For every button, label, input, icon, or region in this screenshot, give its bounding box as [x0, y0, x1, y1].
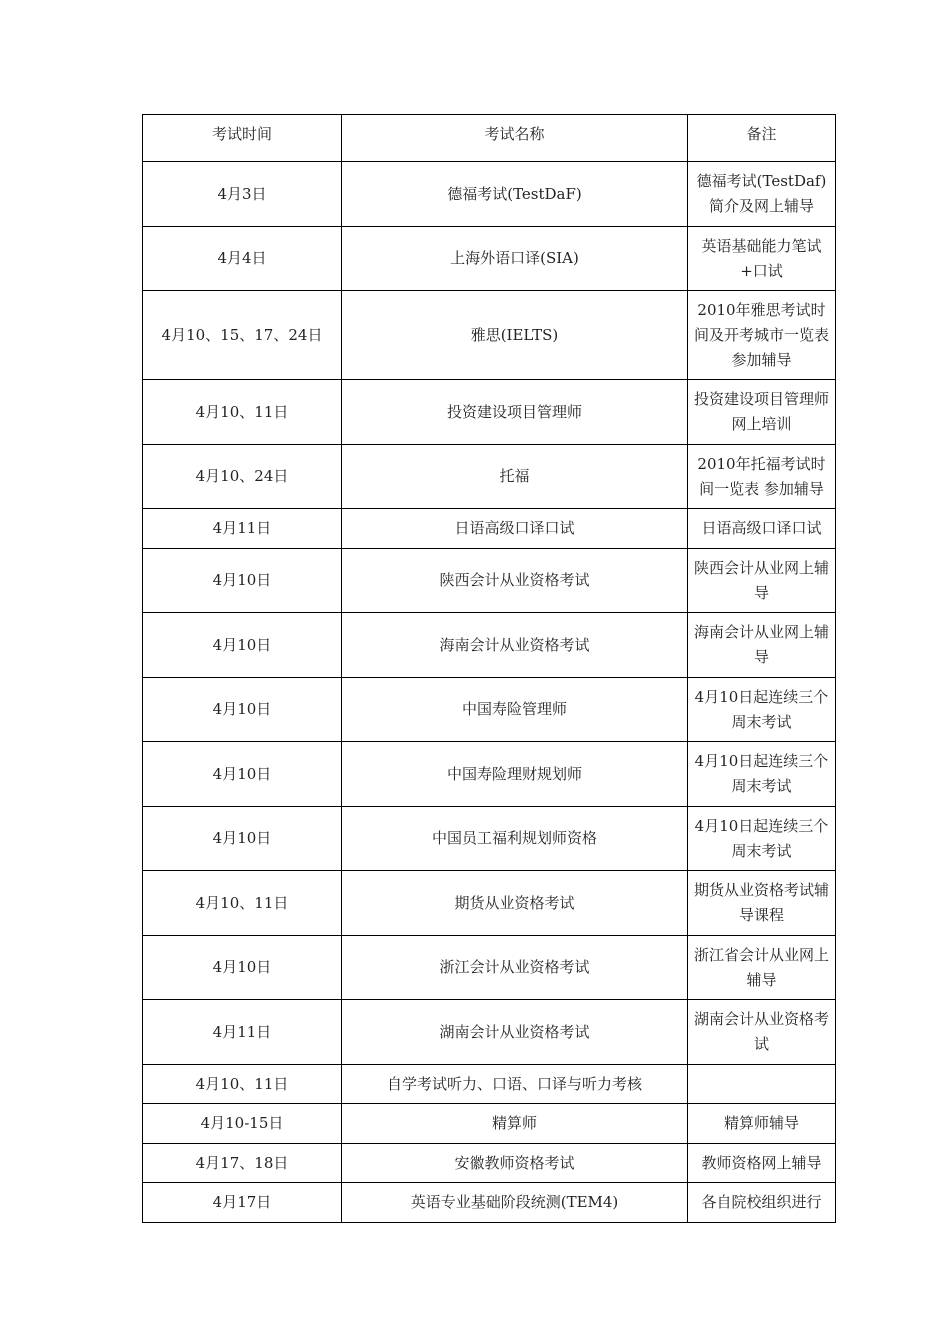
header-exam-name: 考试名称 — [342, 115, 688, 162]
table-row — [143, 1104, 836, 1144]
exam-time-cell: 4月10日 — [143, 613, 342, 678]
exam-schedule-table — [142, 114, 836, 1223]
remarks-cell: 投资建设项目管理师网上培训 — [688, 380, 836, 445]
remarks-cell: 4月10日起连续三个周末考试 — [688, 807, 836, 871]
exam-time-cell: 4月3日 — [143, 162, 342, 227]
remarks-cell: 2010年托福考试时间一览表 参加辅导 — [688, 445, 836, 509]
exam-time-cell: 4月11日 — [143, 509, 342, 549]
table-row — [143, 1065, 836, 1104]
exam-time-cell: 4月10、11日 — [143, 1065, 342, 1104]
remarks-cell — [688, 1065, 836, 1104]
exam-time-cell: 4月10日 — [143, 549, 342, 613]
remarks-cell: 期货从业资格考试辅导课程 — [688, 871, 836, 936]
table-row — [143, 509, 836, 549]
table-row — [143, 227, 836, 291]
table-row — [143, 1144, 836, 1183]
table-header-row — [143, 115, 836, 162]
remarks-cell: 2010年雅思考试时间及开考城市一览表 参加辅导 — [688, 291, 836, 380]
exam-name-cell: 精算师 — [342, 1104, 688, 1144]
exam-name-cell: 海南会计从业资格考试 — [342, 613, 688, 678]
exam-time-cell: 4月4日 — [143, 227, 342, 291]
exam-time-cell: 4月10、24日 — [143, 445, 342, 509]
table-row — [143, 162, 836, 227]
remarks-cell: 4月10日起连续三个周末考试 — [688, 678, 836, 742]
remarks-cell: 日语高级口译口试 — [688, 509, 836, 549]
exam-name-cell: 中国员工福利规划师资格 — [342, 807, 688, 871]
exam-name-cell: 投资建设项目管理师 — [342, 380, 688, 445]
exam-name-cell: 英语专业基础阶段统测(TEM4) — [342, 1183, 688, 1223]
remarks-cell: 陕西会计从业网上辅导 — [688, 549, 836, 613]
exam-time-cell: 4月10、15、17、24日 — [143, 291, 342, 380]
exam-time-cell: 4月10、11日 — [143, 380, 342, 445]
table-row — [143, 807, 836, 871]
header-remarks: 备注 — [688, 115, 836, 162]
table-row — [143, 742, 836, 807]
header-exam-time: 考试时间 — [143, 115, 342, 162]
exam-time-cell: 4月17、18日 — [143, 1144, 342, 1183]
table-row — [143, 1183, 836, 1223]
remarks-cell: 湖南会计从业资格考试 — [688, 1000, 836, 1065]
exam-time-cell: 4月17日 — [143, 1183, 342, 1223]
exam-name-cell: 德福考试(TestDaF) — [342, 162, 688, 227]
table-row — [143, 549, 836, 613]
exam-name-cell: 中国寿险理财规划师 — [342, 742, 688, 807]
table-row — [143, 1000, 836, 1065]
exam-time-cell: 4月11日 — [143, 1000, 342, 1065]
remarks-cell: 浙江省会计从业网上辅导 — [688, 936, 836, 1000]
remarks-cell: 海南会计从业网上辅导 — [688, 613, 836, 678]
exam-time-cell: 4月10、11日 — [143, 871, 342, 936]
exam-time-cell: 4月10日 — [143, 678, 342, 742]
table-row — [143, 936, 836, 1000]
remarks-cell: 德福考试(TestDaf)简介及网上辅导 — [688, 162, 836, 227]
remarks-cell: 各自院校组织进行 — [688, 1183, 836, 1223]
remarks-cell: 英语基础能力笔试+口试 — [688, 227, 836, 291]
exam-time-cell: 4月10日 — [143, 936, 342, 1000]
table-row — [143, 380, 836, 445]
exam-name-cell: 中国寿险管理师 — [342, 678, 688, 742]
exam-time-cell: 4月10日 — [143, 807, 342, 871]
table-row — [143, 871, 836, 936]
exam-time-cell: 4月10日 — [143, 742, 342, 807]
table-row — [143, 678, 836, 742]
exam-name-cell: 安徽教师资格考试 — [342, 1144, 688, 1183]
remarks-cell: 教师资格网上辅导 — [688, 1144, 836, 1183]
table-row — [143, 291, 836, 380]
exam-name-cell: 陕西会计从业资格考试 — [342, 549, 688, 613]
exam-time-cell: 4月10-15日 — [143, 1104, 342, 1144]
exam-name-cell: 上海外语口译(SIA) — [342, 227, 688, 291]
exam-name-cell: 雅思(IELTS) — [342, 291, 688, 380]
exam-name-cell: 浙江会计从业资格考试 — [342, 936, 688, 1000]
exam-name-cell: 自学考试听力、口语、口译与听力考核 — [342, 1065, 688, 1104]
exam-name-cell: 托福 — [342, 445, 688, 509]
remarks-cell: 4月10日起连续三个周末考试 — [688, 742, 836, 807]
remarks-cell: 精算师辅导 — [688, 1104, 836, 1144]
table-row — [143, 445, 836, 509]
exam-name-cell: 日语高级口译口试 — [342, 509, 688, 549]
exam-name-cell: 期货从业资格考试 — [342, 871, 688, 936]
table-row — [143, 613, 836, 678]
exam-name-cell: 湖南会计从业资格考试 — [342, 1000, 688, 1065]
